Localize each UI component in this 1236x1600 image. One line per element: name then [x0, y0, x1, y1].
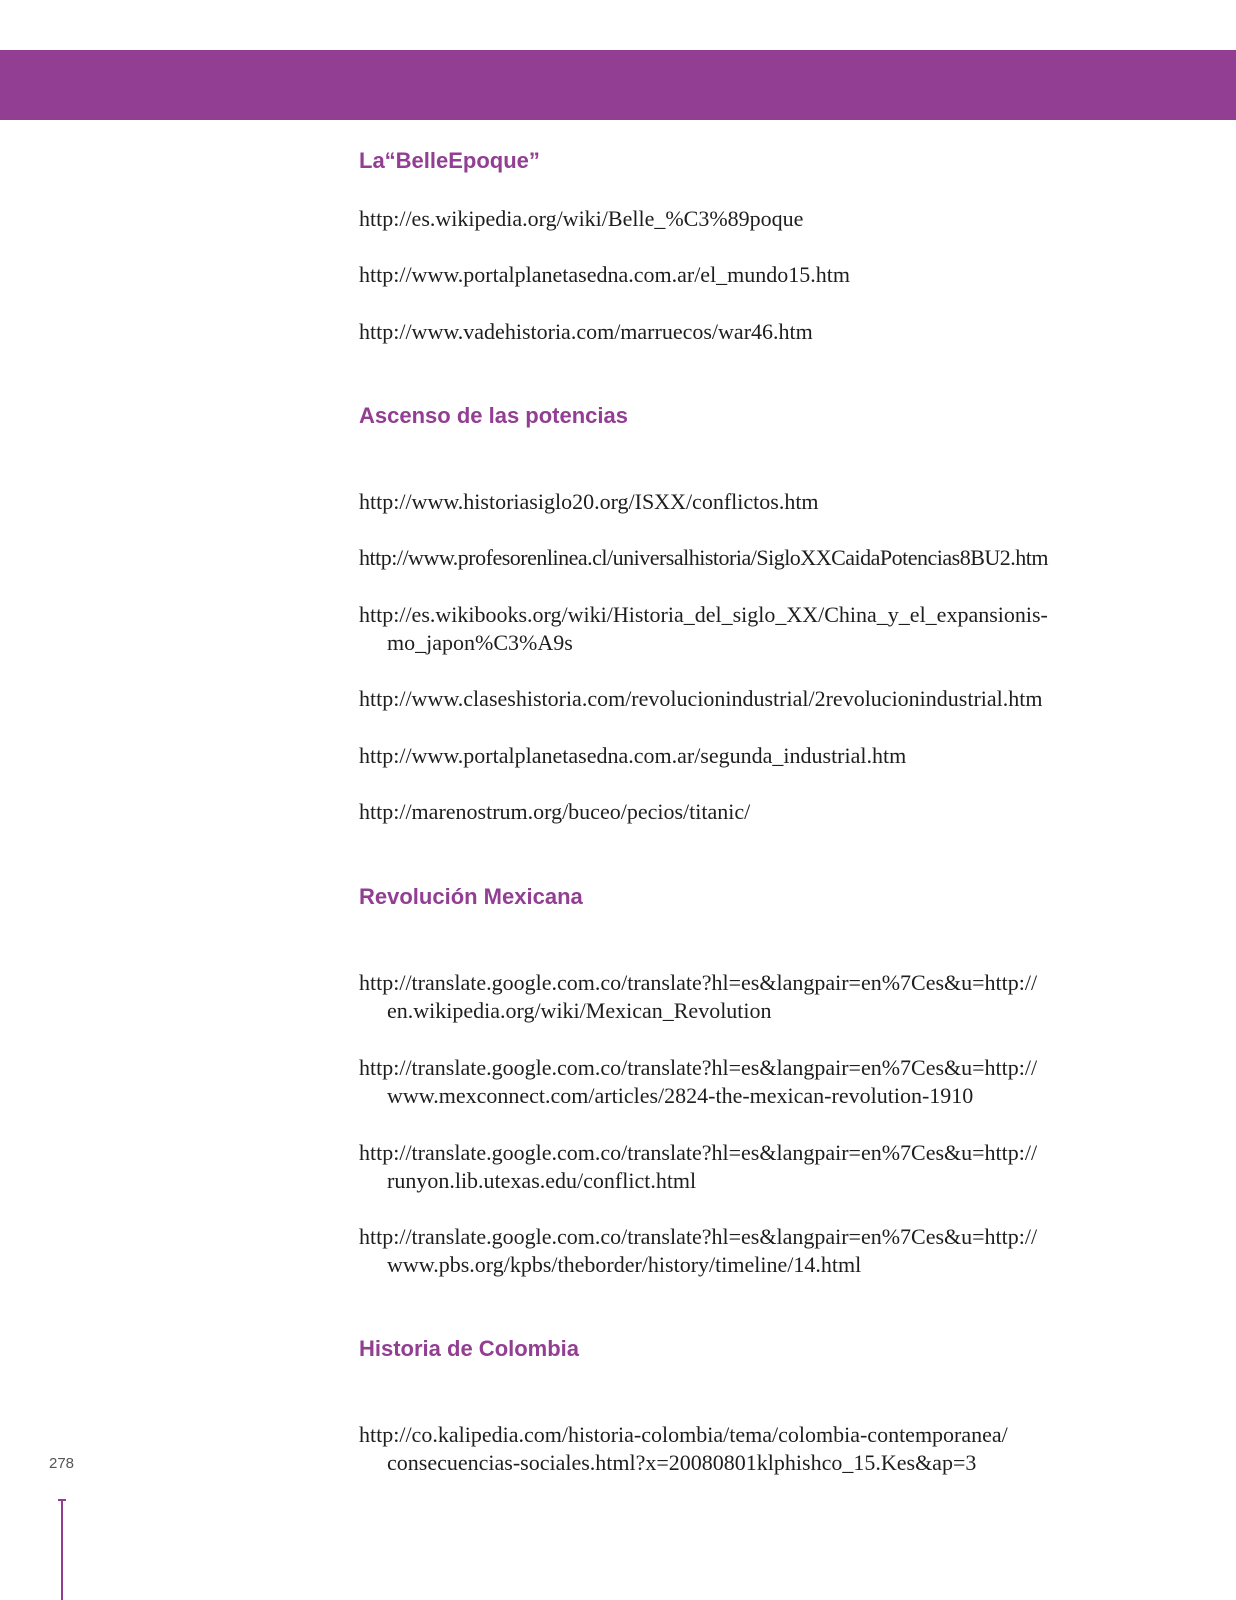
section-title-ascenso-potencias: Ascenso de las potencias: [359, 403, 628, 428]
reference-link[interactable]: http://translate.google.com.co/translate?hl=es&langpair=en%7Ces&u=http:// www.mexconnect.com/articles/2824-the-mexican-revolution-1910: [359, 1055, 1038, 1108]
reference-link[interactable]: http://www.claseshistoria.com/revolucionindustrial/2revolucionindustrial.htm: [359, 686, 1043, 711]
section-title-revolucion-mexicana: Revolución Mexicana: [359, 884, 583, 909]
reference-link[interactable]: http://www.portalplanetasedna.com.ar/segunda_industrial.htm: [359, 743, 907, 768]
reference-link[interactable]: http://translate.google.com.co/translate?hl=es&langpair=en%7Ces&u=http:// en.wikipedia.org/wiki/Mexican_Revolution: [359, 970, 1038, 1023]
page-number: 278: [49, 1455, 75, 1472]
margin-rule: [61, 1500, 63, 1600]
reference-link[interactable]: http://es.wikipedia.org/wiki/Belle_%C3%89poque: [359, 206, 804, 231]
header-band: [0, 50, 1236, 120]
reference-link[interactable]: http://translate.google.com.co/translate?hl=es&langpair=en%7Ces&u=http:// www.pbs.org/kpbs/theborder/history/timeline/14.html: [359, 1224, 1038, 1277]
reference-link[interactable]: http://co.kalipedia.com/historia-colombia/tema/colombia-contemporanea/ consecuencias-sociales.html?x=20080801klphishco_15.Kes&ap=3: [359, 1422, 1008, 1475]
reference-link[interactable]: http://www.vadehistoria.com/marruecos/war46.htm: [359, 319, 813, 344]
section-title-historia-colombia: Historia de Colombia: [359, 1336, 580, 1361]
reference-link[interactable]: http://www.profesorenlinea.cl/universalhistoria/SigloXXCaidaPotencias8BU2.htm: [359, 545, 1049, 570]
reference-link[interactable]: http://www.portalplanetasedna.com.ar/el_mundo15.htm: [359, 262, 851, 287]
reference-link[interactable]: http://translate.google.com.co/translate?hl=es&langpair=en%7Ces&u=http:// runyon.lib.utexas.edu/conflict.html: [359, 1140, 1038, 1193]
reference-link[interactable]: http://es.wikibooks.org/wiki/Historia_del_siglo_XX/China_y_el_expansionis- mo_japon%C3%A9s: [359, 602, 1048, 655]
reference-link[interactable]: http://www.historiasiglo20.org/ISXX/conflictos.htm: [359, 489, 819, 514]
section-title-belle-epoque: La“BelleEpoque”: [359, 148, 540, 173]
reference-link[interactable]: http://marenostrum.org/buceo/pecios/titanic/: [359, 799, 751, 824]
